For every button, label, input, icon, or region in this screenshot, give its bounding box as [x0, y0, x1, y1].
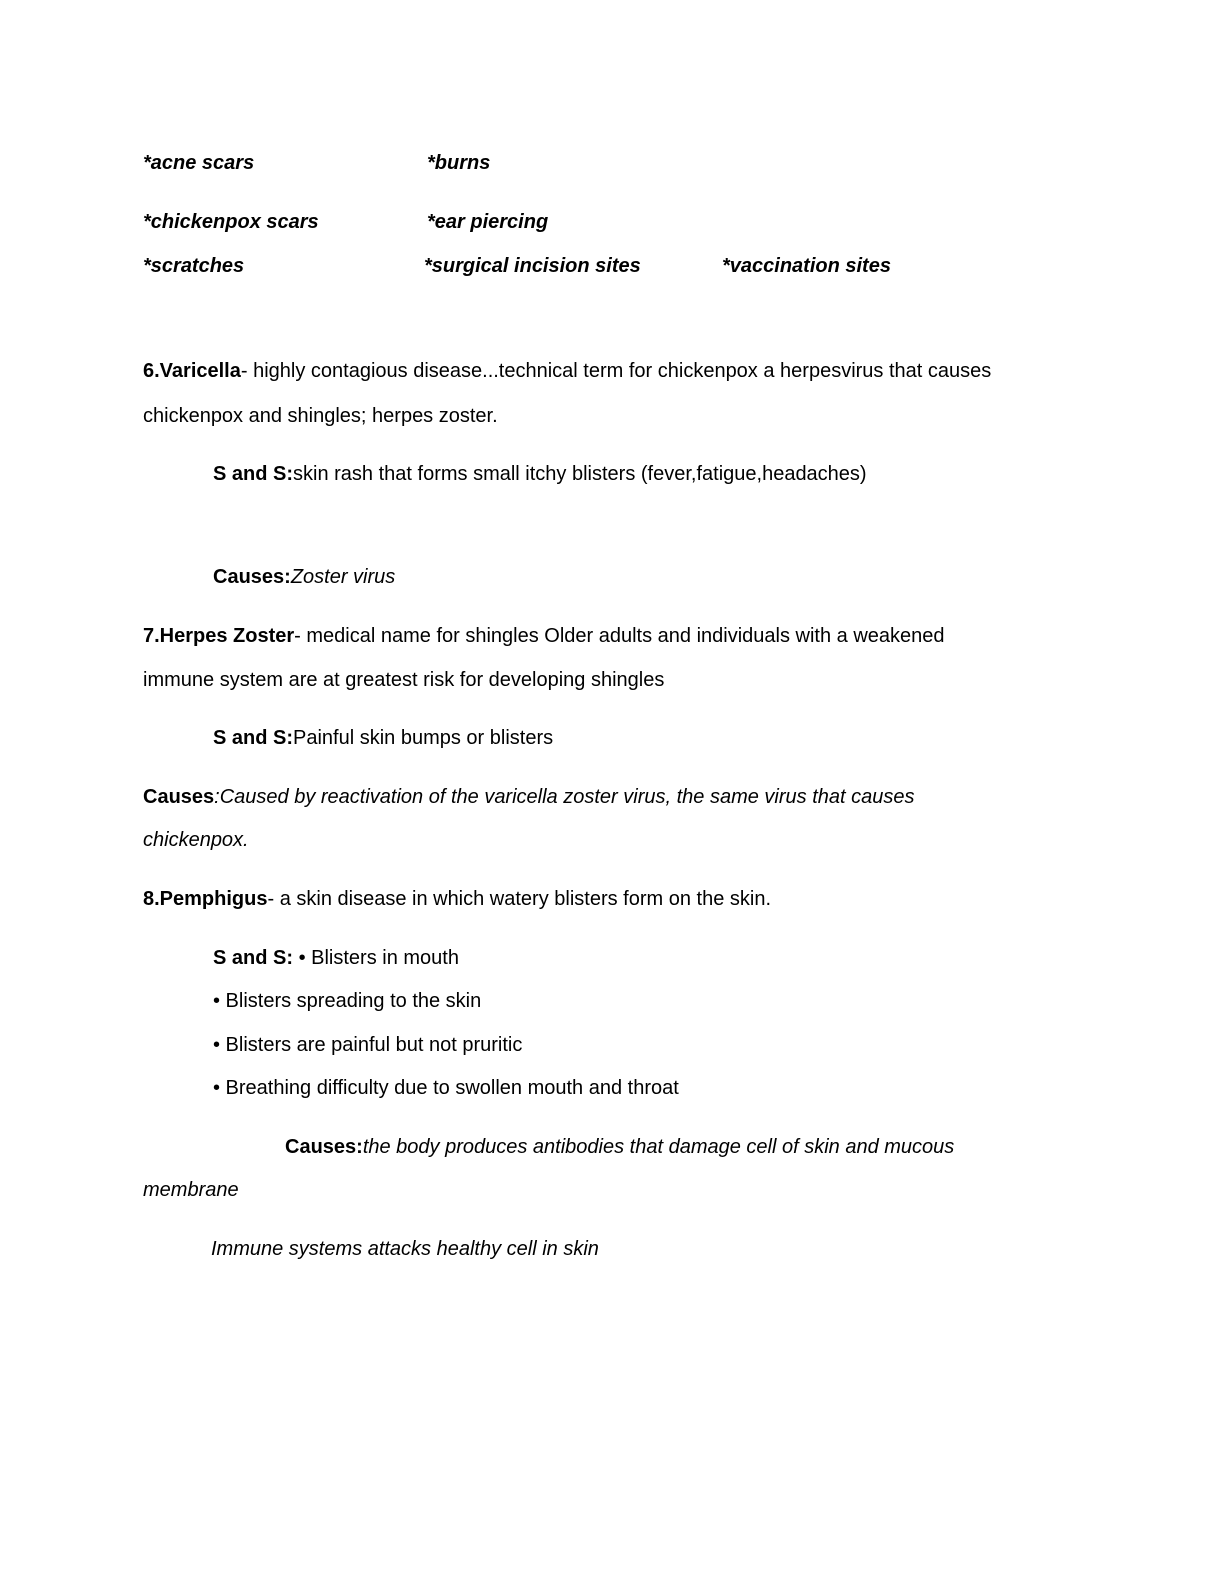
- herpes-zoster-causes-label: Causes: [143, 786, 215, 808]
- herpes-zoster-heading-line: [143, 624, 945, 648]
- herpes-zoster-desc-line2: immune system are at greatest risk for developing shingles: [143, 669, 665, 691]
- pemphigus-heading-line: [143, 887, 771, 911]
- scar-item-scratches: *scratches: [143, 255, 245, 277]
- pemphigus-title: 8.Pemphigus: [143, 888, 268, 910]
- varicella-title: 6.Varicella: [143, 360, 241, 382]
- scar-item-surgical-incision-sites: *surgical incision sites: [424, 255, 641, 277]
- varicella-heading-line: [143, 359, 991, 383]
- pemphigus-ss-item: • Blisters in mouth: [293, 947, 459, 969]
- herpes-zoster-causes-text-line2: chickenpox.: [143, 829, 249, 851]
- herpes-zoster-ss-text: Painful skin bumps or blisters: [293, 727, 554, 749]
- pemphigus-ss-label: S and S:: [213, 947, 294, 969]
- scar-item-vaccination-sites: *vaccination sites: [722, 255, 891, 277]
- herpes-zoster-ss-label: S and S:: [213, 727, 294, 749]
- herpes-zoster-desc-line1: - medical name for shingles Older adults and individuals with a weakened: [294, 625, 945, 647]
- pemphigus-ss-item: • Breathing difficulty due to swollen mouth and throat: [213, 1077, 679, 1099]
- pemphigus-note: Immune systems attacks healthy cell in skin: [211, 1238, 599, 1260]
- pemphigus-desc: - a skin disease in which watery blisters form on the skin.: [267, 888, 772, 910]
- varicella-ss-text: skin rash that forms small itchy blisters (fever,fatigue,headaches): [293, 463, 867, 485]
- varicella-ss-label: S and S:: [213, 463, 294, 485]
- varicella-ss: [213, 462, 867, 486]
- pemphigus-ss-item: • Blisters are painful but not pruritic: [213, 1034, 523, 1056]
- herpes-zoster-causes-text-line1: :Caused by reactivation of the varicella zoster virus, the same virus that causes: [214, 786, 915, 808]
- pemphigus-causes-label: Causes:: [285, 1136, 363, 1158]
- herpes-zoster-title: 7.Herpes Zoster: [143, 625, 295, 647]
- pemphigus-ss-item: • Blisters spreading to the skin: [213, 990, 482, 1012]
- varicella-causes-text: Zoster virus: [290, 566, 396, 588]
- varicella-desc-line2: chickenpox and shingles; herpes zoster.: [143, 405, 498, 427]
- varicella-desc-line1: - highly contagious disease...technical term for chickenpox a herpesvirus that causes: [240, 360, 992, 382]
- pemphigus-causes-text-line1: the body produces antibodies that damage cell of skin and mucous: [362, 1136, 955, 1158]
- pemphigus-causes-text-line2: membrane: [143, 1179, 239, 1201]
- varicella-causes: [213, 565, 395, 589]
- pemphigus-causes: [285, 1135, 954, 1159]
- scar-item-chickenpox-scars: *chickenpox scars: [143, 211, 319, 233]
- scar-item-burns: *burns: [427, 152, 491, 174]
- herpes-zoster-ss: [213, 726, 553, 750]
- scar-item-ear-piercing: *ear piercing: [427, 211, 549, 233]
- varicella-causes-label: Causes:: [213, 566, 291, 588]
- herpes-zoster-causes: [143, 785, 914, 809]
- scar-item-acne-scars: *acne scars: [143, 152, 255, 174]
- pemphigus-ss: [213, 946, 459, 970]
